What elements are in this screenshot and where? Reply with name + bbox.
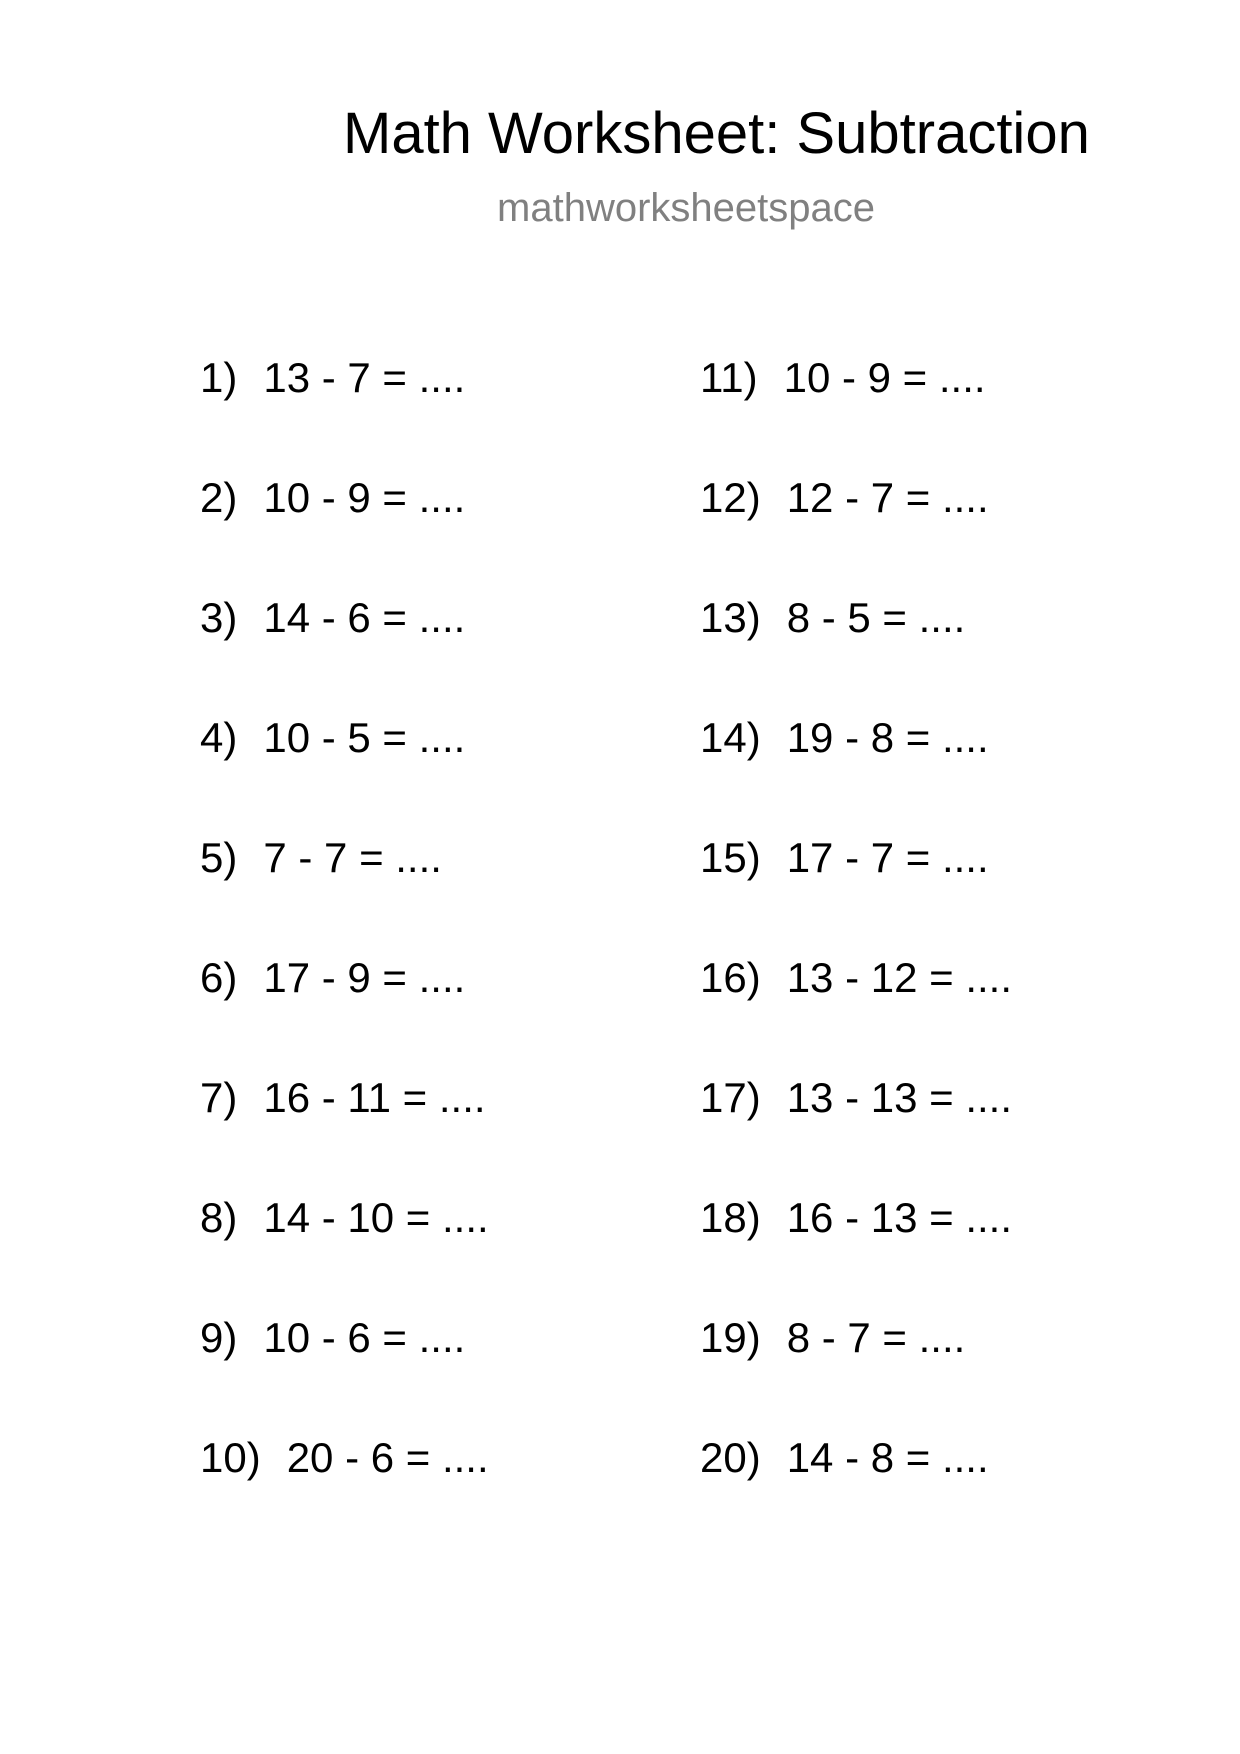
problem-number: 17): [700, 1074, 761, 1121]
problem-item: [200, 1432, 489, 1552]
problem-number: 20): [700, 1434, 761, 1481]
problem-expression: 13 - 12 = ....: [786, 954, 1013, 1001]
problem-item: [700, 1312, 1012, 1432]
problem-number: 9): [200, 1314, 238, 1361]
problem-number: 12): [700, 474, 761, 521]
problem-number: 5): [200, 834, 238, 881]
problem-expression: 13 - 7 = ....: [263, 354, 466, 401]
problem-number: 13): [700, 594, 761, 641]
problem-item: [700, 952, 1012, 1072]
problem-item: [200, 352, 489, 472]
problem-expression: 19 - 8 = ....: [786, 714, 989, 761]
problem-expression: 14 - 6 = ....: [263, 594, 466, 641]
problem-item: [200, 592, 489, 712]
problem-number: 2): [200, 474, 238, 521]
problem-number: 8): [200, 1194, 238, 1241]
problem-expression: 17 - 7 = ....: [786, 834, 989, 881]
problem-number: 10): [200, 1434, 261, 1481]
problem-number: 7): [200, 1074, 238, 1121]
problem-expression: 8 - 5 = ....: [786, 594, 966, 641]
worksheet-subtitle: mathworksheetspace: [497, 186, 875, 230]
problem-item: [700, 352, 1012, 472]
problem-expression: 20 - 6 = ....: [286, 1434, 489, 1481]
problem-column-left: [200, 352, 489, 1552]
problem-expression: 17 - 9 = ....: [263, 954, 466, 1001]
problem-item: [200, 1192, 489, 1312]
problem-item: [700, 592, 1012, 712]
problem-expression: 16 - 13 = ....: [786, 1194, 1013, 1241]
problem-item: [700, 712, 1012, 832]
problem-expression: 13 - 13 = ....: [786, 1074, 1013, 1121]
problem-item: [700, 1072, 1012, 1192]
problem-expression: 14 - 8 = ....: [786, 1434, 989, 1481]
problem-item: [200, 832, 489, 952]
problem-expression: 16 - 11 = ....: [263, 1074, 486, 1121]
problem-number: 19): [700, 1314, 761, 1361]
problem-item: [700, 1432, 1012, 1552]
problem-item: [200, 952, 489, 1072]
problem-number: 11): [700, 354, 758, 401]
problem-number: 1): [200, 354, 238, 401]
problem-expression: 10 - 9 = ....: [263, 474, 466, 521]
problem-expression: 10 - 9 = ....: [783, 354, 986, 401]
problem-item: [200, 712, 489, 832]
problem-item: [700, 832, 1012, 952]
problem-item: [700, 472, 1012, 592]
problem-item: [200, 1312, 489, 1432]
problem-expression: 7 - 7 = ....: [263, 834, 442, 881]
problem-number: 6): [200, 954, 238, 1001]
problem-expression: 14 - 10 = ....: [263, 1194, 489, 1241]
problem-item: [200, 472, 489, 592]
problem-expression: 12 - 7 = ....: [786, 474, 989, 521]
problem-number: 3): [200, 594, 238, 641]
problem-number: 18): [700, 1194, 761, 1241]
problem-number: 14): [700, 714, 761, 761]
problem-expression: 8 - 7 = ....: [786, 1314, 966, 1361]
problem-expression: 10 - 5 = ....: [263, 714, 466, 761]
problem-item: [200, 1072, 489, 1192]
problem-number: 15): [700, 834, 761, 881]
worksheet-title: Math Worksheet: Subtraction: [343, 101, 1090, 166]
problem-expression: 10 - 6 = ....: [263, 1314, 466, 1361]
problem-number: 4): [200, 714, 238, 761]
problem-number: 16): [700, 954, 761, 1001]
problem-column-right: [700, 352, 1012, 1552]
problem-item: [700, 1192, 1012, 1312]
